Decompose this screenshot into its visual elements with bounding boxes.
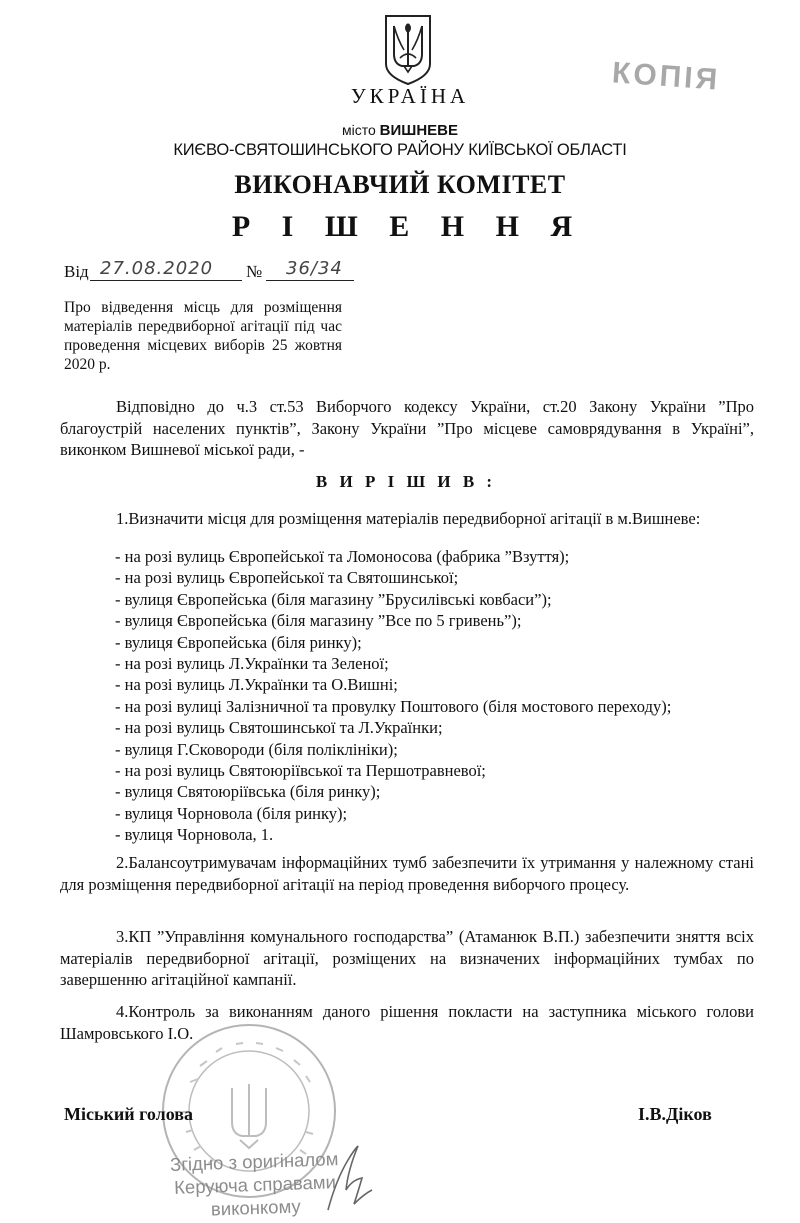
number-underline bbox=[266, 280, 354, 281]
decision-subject: Про відведення місць для розміщення матеріалів передвиборної агітації під час проведення місцевих виборів 25 жовтня 2020 р. bbox=[64, 299, 342, 373]
city-name: ВИШНЕВЕ bbox=[379, 122, 459, 139]
locations-list bbox=[115, 546, 775, 846]
list-item: - на розі вулиці Залізничної та провулку Поштового (біля мостового переходу); bbox=[115, 696, 672, 716]
district-line: КИЄВО-СВЯТОШИНСЬКОГО РАЙОНУ КИЇВСЬКОЇ ОБЛАСТІ bbox=[173, 141, 627, 159]
list-item: - на розі вулиць Святоюріївської та Першотравневої; bbox=[115, 761, 486, 781]
handwritten-signature bbox=[318, 1140, 378, 1220]
date-underline bbox=[90, 280, 242, 281]
list-item: - на розі вулиць Л.Українки та Зеленої; bbox=[115, 654, 389, 674]
list-item: - вулиця Європейська (біля магазину ”Все по 5 гривень”); bbox=[115, 611, 522, 631]
list-item: - вулиця Європейська (біля ринку); bbox=[115, 632, 362, 652]
list-item: - на розі вулиць Святошинської та Л.Українки; bbox=[115, 718, 443, 738]
copy-stamp: КОПІЯ bbox=[611, 56, 722, 97]
country-title: УКРАЇНА bbox=[350, 84, 470, 108]
number-label: № bbox=[246, 262, 263, 281]
signatory-name: І.В.Діков bbox=[638, 1104, 712, 1124]
paragraph-3: 3.КП ”Управління комунального господарства” (Атаманюк В.П.) забезпечити зняття всіх матеріалів передвиборної агітації, розміщених на визначених інформаційних тумбах по завершенню агітаційної кампанії. bbox=[60, 927, 754, 989]
paragraph-2: 2.Балансоутримувачам інформаційних тумб забезпечити їх утримання у належному стані для розміщення передвиборної агітації на період проведення виборчого процесу. bbox=[60, 853, 754, 894]
signatory-title: Міський голова bbox=[64, 1104, 193, 1124]
list-item: - вулиця Чорновола (біля ринку); bbox=[115, 803, 348, 823]
city-prefix: місто bbox=[341, 122, 376, 138]
list-item: - вулиця Європейська (біля магазину ”Брусилівські ковбаси”); bbox=[115, 589, 552, 609]
paragraph-1: 1.Визначити місця для розміщення матеріалів передвиборної агітації в м.Вишневе: bbox=[116, 509, 701, 528]
committee-title: ВИКОНАВЧИЙ КОМІТЕТ bbox=[234, 170, 566, 199]
certification-line: Керуюча справами bbox=[173, 1171, 337, 1198]
preamble: Відповідно до ч.3 ст.53 Виборчого кодексу України, ст.20 Закону України ”Про благоустрій населених пунктів”, Закону України ”Про місцеве самоврядування в Україні”, виконком Вишневої міської ради, - bbox=[60, 397, 754, 459]
list-item: - на розі вулиць Європейської та Ломоносова (фабрика ”Взуття); bbox=[115, 547, 570, 566]
list-item: - вулиця Чорновола, 1. bbox=[115, 825, 274, 845]
number-value: 36/34 bbox=[286, 258, 343, 279]
date-label: Від bbox=[64, 262, 89, 281]
coat-of-arms-icon bbox=[382, 14, 434, 86]
document-type-title: Р І Ш Е Н Н Я bbox=[231, 210, 585, 243]
certification-line: виконкому bbox=[210, 1195, 302, 1220]
list-item: - вулиця Святоюріївська (біля ринку); bbox=[115, 782, 381, 802]
date-number-row bbox=[64, 258, 384, 284]
list-item: - на розі вулиць Європейської та Святошинської; bbox=[115, 568, 459, 588]
resolved-heading: В И Р І Ш И В : bbox=[315, 472, 497, 491]
date-value: 27.08.2020 bbox=[100, 258, 214, 279]
certification-line: Згідно з оригіналом bbox=[169, 1148, 339, 1175]
paragraph-4: 4.Контроль за виконанням даного рішення покласти на заступника міського голови Шамровського І.О. bbox=[60, 1002, 754, 1043]
list-item: - вулиця Г.Сковороди (біля поліклініки); bbox=[115, 739, 398, 759]
list-item: - на розі вулиць Л.Українки та О.Вишні; bbox=[115, 675, 398, 695]
city-line bbox=[0, 122, 800, 139]
